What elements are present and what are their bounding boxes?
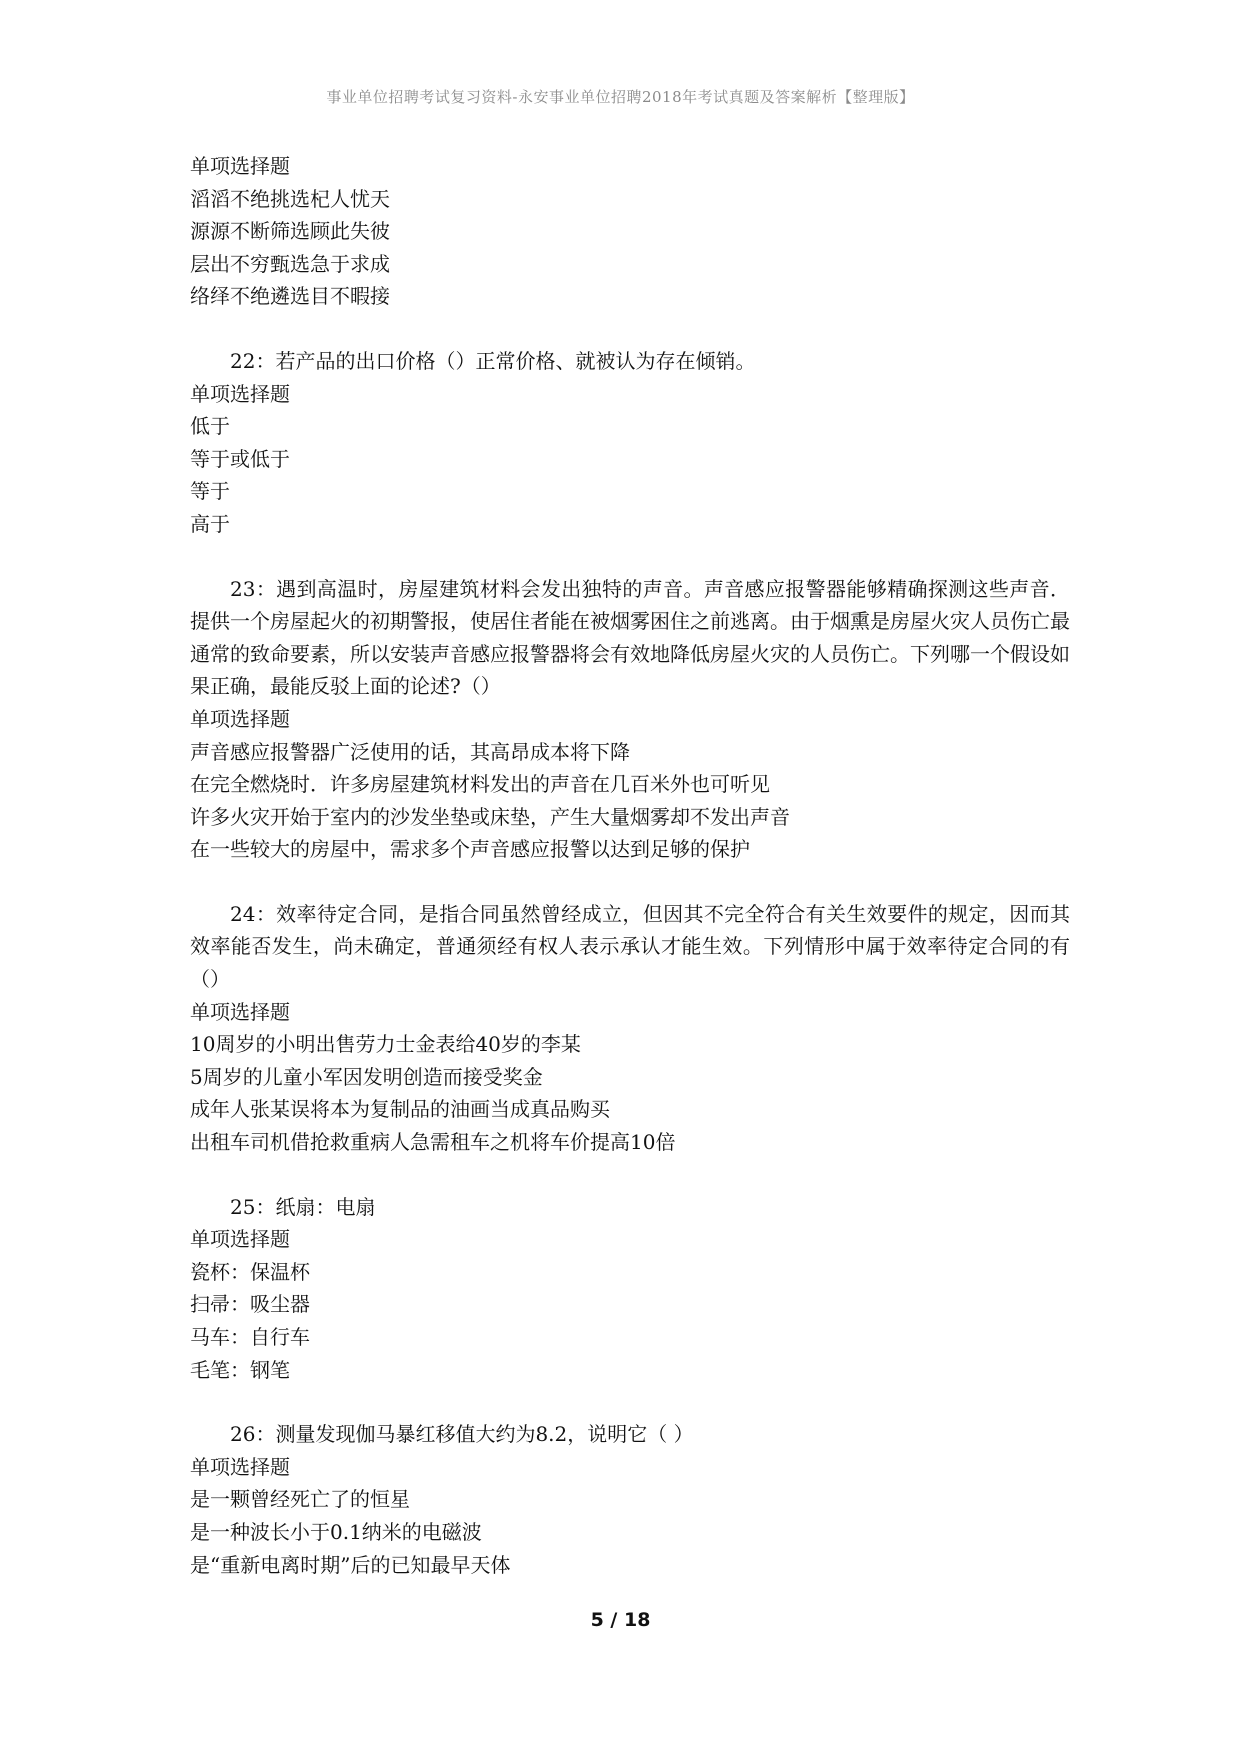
question-24	[190, 898, 1070, 1159]
question-stem: 26：测量发现伽马暴红移值大约为8.2，说明它（ ）	[230, 1422, 694, 1447]
question-23	[190, 573, 1070, 866]
question-22	[190, 345, 1070, 541]
option: 10周岁的小明出售劳力士金表给40岁的李某	[190, 1032, 581, 1057]
option: 在一些较大的房屋中，需求多个声音感应报警以达到足够的保护	[190, 837, 750, 862]
option: 出租车司机借抢救重病人急需租车之机将车价提高10倍	[190, 1130, 676, 1155]
question-type: 单项选择题	[190, 1227, 290, 1252]
option: 络绎不绝遴选目不暇接	[190, 284, 390, 309]
option: 源源不断筛选顾此失彼	[190, 219, 390, 244]
option: 在完全燃烧时．许多房屋建筑材料发出的声音在几百米外也可听见	[190, 772, 770, 797]
option: 5周岁的儿童小军因发明创造而接受奖金	[190, 1064, 543, 1089]
question-stem: 24：效率待定合同，是指合同虽然曾经成立，但因其不完全符合有关生效要件的规定，因而其效率能否发生，尚未确定，普通须经有权人表示承认才能生效。下列情形中属于效率待定合同的有（）	[190, 901, 1070, 992]
option: 滔滔不绝挑选杞人忧天	[190, 186, 390, 211]
question-25	[190, 1191, 1070, 1387]
option: 成年人张某误将本为复制品的油画当成真品购买	[190, 1097, 610, 1122]
page-number: 5 / 18	[590, 1609, 651, 1631]
question-stem: 25：纸扇：电扇	[230, 1194, 376, 1219]
question-type: 单项选择题	[190, 154, 290, 178]
option: 毛笔：钢笔	[190, 1357, 290, 1382]
option: 是一颗曾经死亡了的恒星	[190, 1487, 410, 1512]
question-stem: 22：若产品的出口价格（）正常价格、就被认为存在倾销。	[230, 348, 756, 373]
option: 低于	[190, 414, 230, 439]
option: 等于或低于	[190, 446, 290, 471]
question-26	[190, 1418, 1070, 1581]
question-type: 单项选择题	[190, 999, 290, 1024]
document-body	[190, 150, 1070, 1581]
question-type: 单项选择题	[190, 706, 290, 731]
option: 许多火灾开始于室内的沙发坐垫或床垫，产生大量烟雾却不发出声音	[190, 804, 790, 829]
option: 等于	[190, 479, 230, 504]
option: 马车：自行车	[190, 1325, 310, 1349]
question-type: 单项选择题	[190, 1454, 290, 1479]
option: 高于	[190, 511, 230, 536]
question-21-tail	[190, 150, 1070, 313]
option: 层出不穷甄选急于求成	[190, 251, 390, 276]
option: 是一种波长小于0.1纳米的电磁波	[190, 1519, 482, 1544]
option: 是“重新电离时期”后的已知最早天体	[190, 1552, 511, 1577]
page-header: 事业单位招聘考试复习资料-永安事业单位招聘2018年考试真题及答案解析【整理版】	[326, 88, 915, 106]
option: 扫帚：吸尘器	[190, 1292, 310, 1317]
question-type: 单项选择题	[190, 381, 290, 406]
question-stem: 23：遇到高温时，房屋建筑材料会发出独特的声音。声音感应报警器能够精确探测这些声音．提供一个房屋起火的初期警报，使居住者能在被烟雾困住之前逃离。由于烟熏是房屋火灾人员伤亡最通常的致命要素，所以安装声音感应报警器将会有效地降低房屋火灾的人员伤亡。下列哪一个假设如果正确，最能反驳上面的论述?（）	[190, 576, 1070, 699]
option: 声音感应报警器广泛使用的话，其高昂成本将下降	[190, 739, 630, 764]
option: 瓷杯：保温杯	[190, 1259, 310, 1284]
